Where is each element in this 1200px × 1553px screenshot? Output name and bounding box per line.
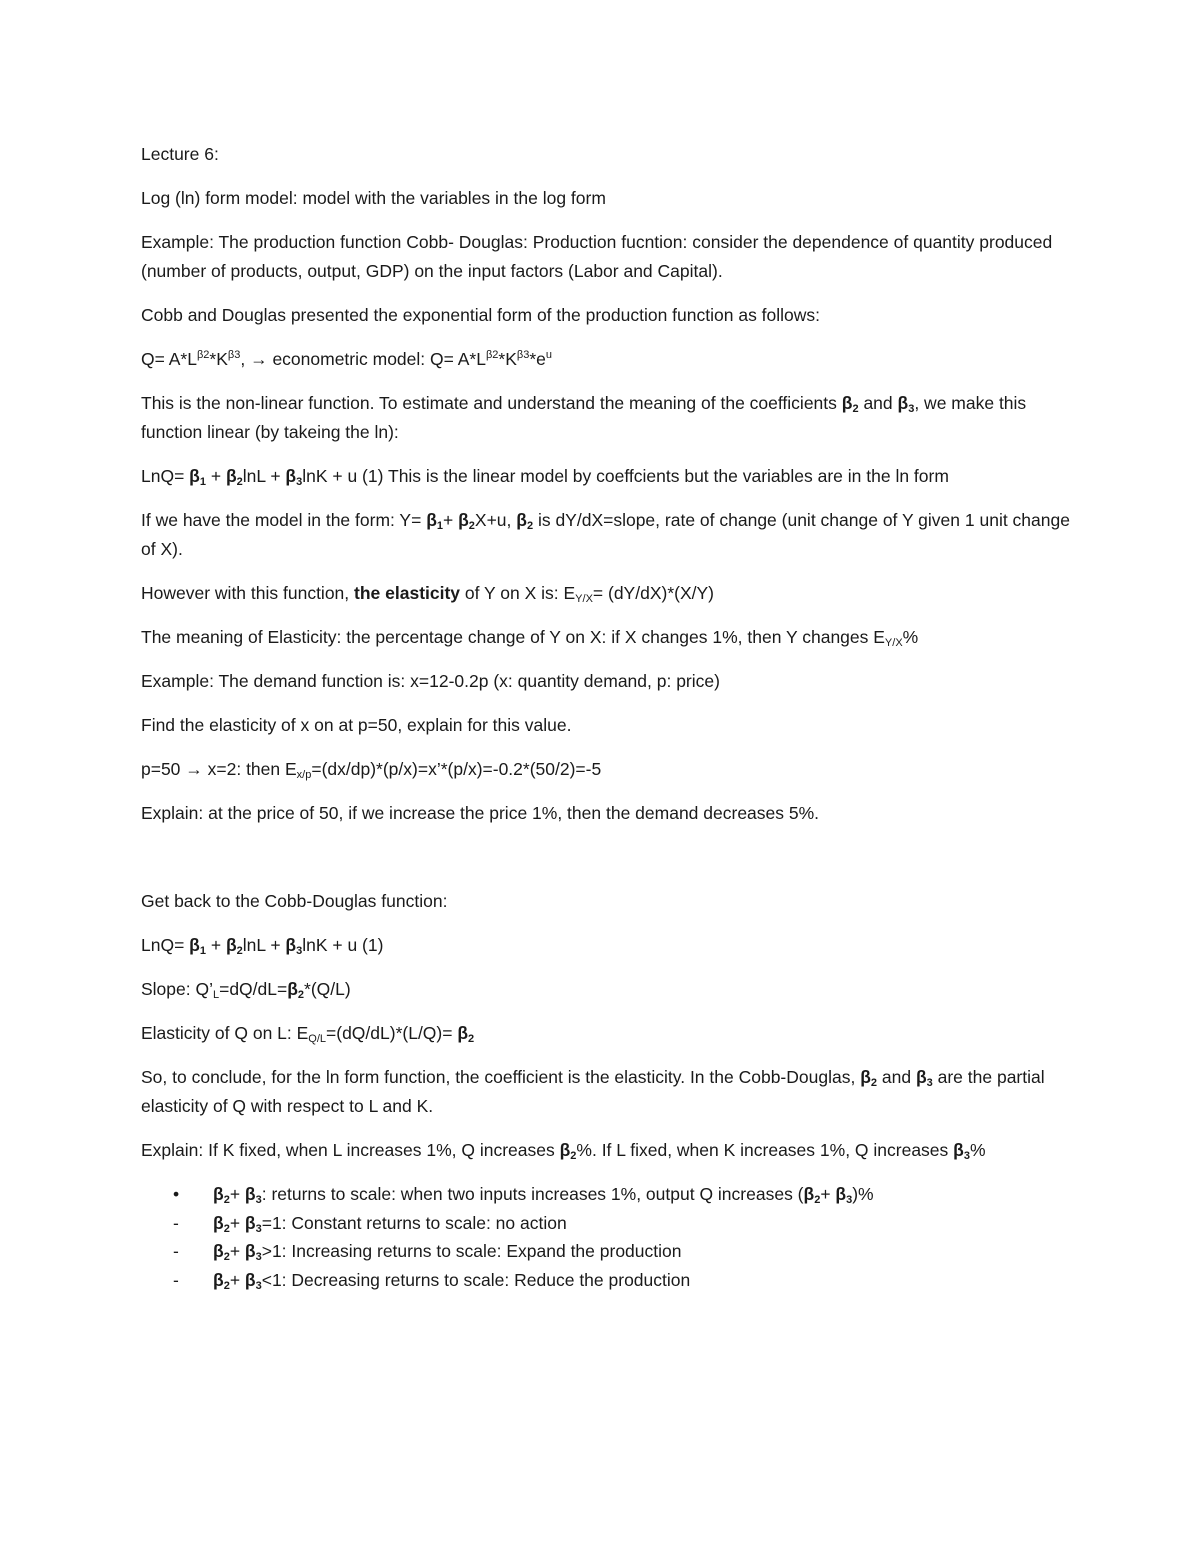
returns-to-scale-list xyxy=(141,1180,1071,1294)
elasticity-q: Elasticity of Q on L: $E_{Q/L}=(dQ/dL)*(L/Q)= \beta_2$ xyxy=(141,1023,475,1045)
list-item: - $\beta_2+ \beta_3<1$: Decreasing returns to scale: Reduce the production xyxy=(141,1266,1071,1295)
list-item: - $\beta_2+ \beta_3=1$: Constant returns to scale: no action xyxy=(141,1209,1071,1238)
lecture-notes xyxy=(141,140,1071,1294)
spacer xyxy=(141,843,1071,887)
dash-icon: - xyxy=(173,1212,179,1233)
log-form-definition: Log (ln) form model: model with the variables in the log form xyxy=(141,188,606,208)
arrow-icon: → xyxy=(250,349,268,369)
p50-calculation: p=50 → x=2: then $E_{x/p}=(dx/dp)*(p/x)=x’*(p/x)=-0.2*(50/2)=-5$ xyxy=(141,759,602,781)
elasticity-definition: However with this function, the elasticity of Y on X is: $E_{Y/X}= (dY/dX)*(X/Y)$ xyxy=(141,583,714,605)
cobb-douglas-presented: Cobb and Douglas presented the exponential form of the production function as follows: xyxy=(141,305,821,325)
bullet-icon: • xyxy=(173,1184,180,1204)
conclusion: So, to conclude, for the ln form function, the coefficient is the elasticity. In the Cobb-Douglas, $\beta_2$ and $\beta_3$ are the partial elasticity of Q with respect to L and K. xyxy=(141,1067,1045,1116)
production-example: Example: The production function Cobb- Douglas: Production fucntion: consider the dependence of quantity produced (number of products, output, GDP) on the input factors (Labor and Capital). xyxy=(141,232,1053,281)
get-back-heading: Get back to the Cobb-Douglas function: xyxy=(141,891,448,911)
find-elasticity: Find the elasticity of x on at p=50, explain for this value. xyxy=(141,715,572,735)
dash-icon: - xyxy=(173,1241,179,1261)
nonlinear-note: This is the non-linear function. To estimate and understand the meaning of the coefficients $\beta_2$ and $\beta_3$, we make this function linear (by takeing the ln): xyxy=(141,393,1027,442)
list-item: - $\beta_2+ \beta_3>1$: Increasing returns to scale: Expand the production xyxy=(141,1237,1071,1266)
list-item: • $\beta_2+ \beta_3$: returns to scale: when two inputs increases 1%, output Q increases $(\beta_2+ \beta_3)\%$ xyxy=(141,1180,1071,1209)
demand-example: Example: The demand function is: x=12-0.2p (x: quantity demand, p: price) xyxy=(141,671,720,691)
lecture-title: Lecture 6: xyxy=(141,144,219,164)
lnq-model: $LnQ= \beta_1 + \beta_2\ln L + \beta_3\ln K + u$ (1) This is the linear model by coeffcients but the variables are in the ln form xyxy=(141,466,949,488)
elasticity-meaning: The meaning of Elasticity: the percentage change of Y on X: if X changes 1%, then Y changes $E_{Y/X}\%$ xyxy=(141,627,919,649)
lnq-model-repeat: $LnQ= \beta_1 + \beta_2\ln L + \beta_3\ln K + u$ (1) xyxy=(141,935,384,957)
demand-explanation: Explain: at the price of 50, if we increase the price 1%, then the demand decreases 5%. xyxy=(141,803,820,823)
arrow-icon: → xyxy=(185,759,203,779)
slope-definition: If we have the model in the form: $Y= \beta_1+ \beta_2X+u$, $\beta_2$ is dY/dX=slope, rate of change (unit change of Y given 1 unit change of X). xyxy=(141,510,1070,559)
slope-q: Slope: $Q’_L=dQ/dL=\beta_2*(Q/L)$ xyxy=(141,979,351,1001)
dash-icon: - xyxy=(173,1269,179,1290)
explain-q: Explain: If K fixed, when L increases 1%, Q increases $\beta_2\%$. If L fixed, when K increases 1%, Q increases $\beta_3\%$ xyxy=(141,1140,986,1162)
cobb-douglas-formula: $Q= A*L^{\beta 2}*K^{\beta 3}$, → econometric model: $Q= A*L^{\beta 2}*K^{\beta 3}*e^u$ xyxy=(141,349,553,369)
